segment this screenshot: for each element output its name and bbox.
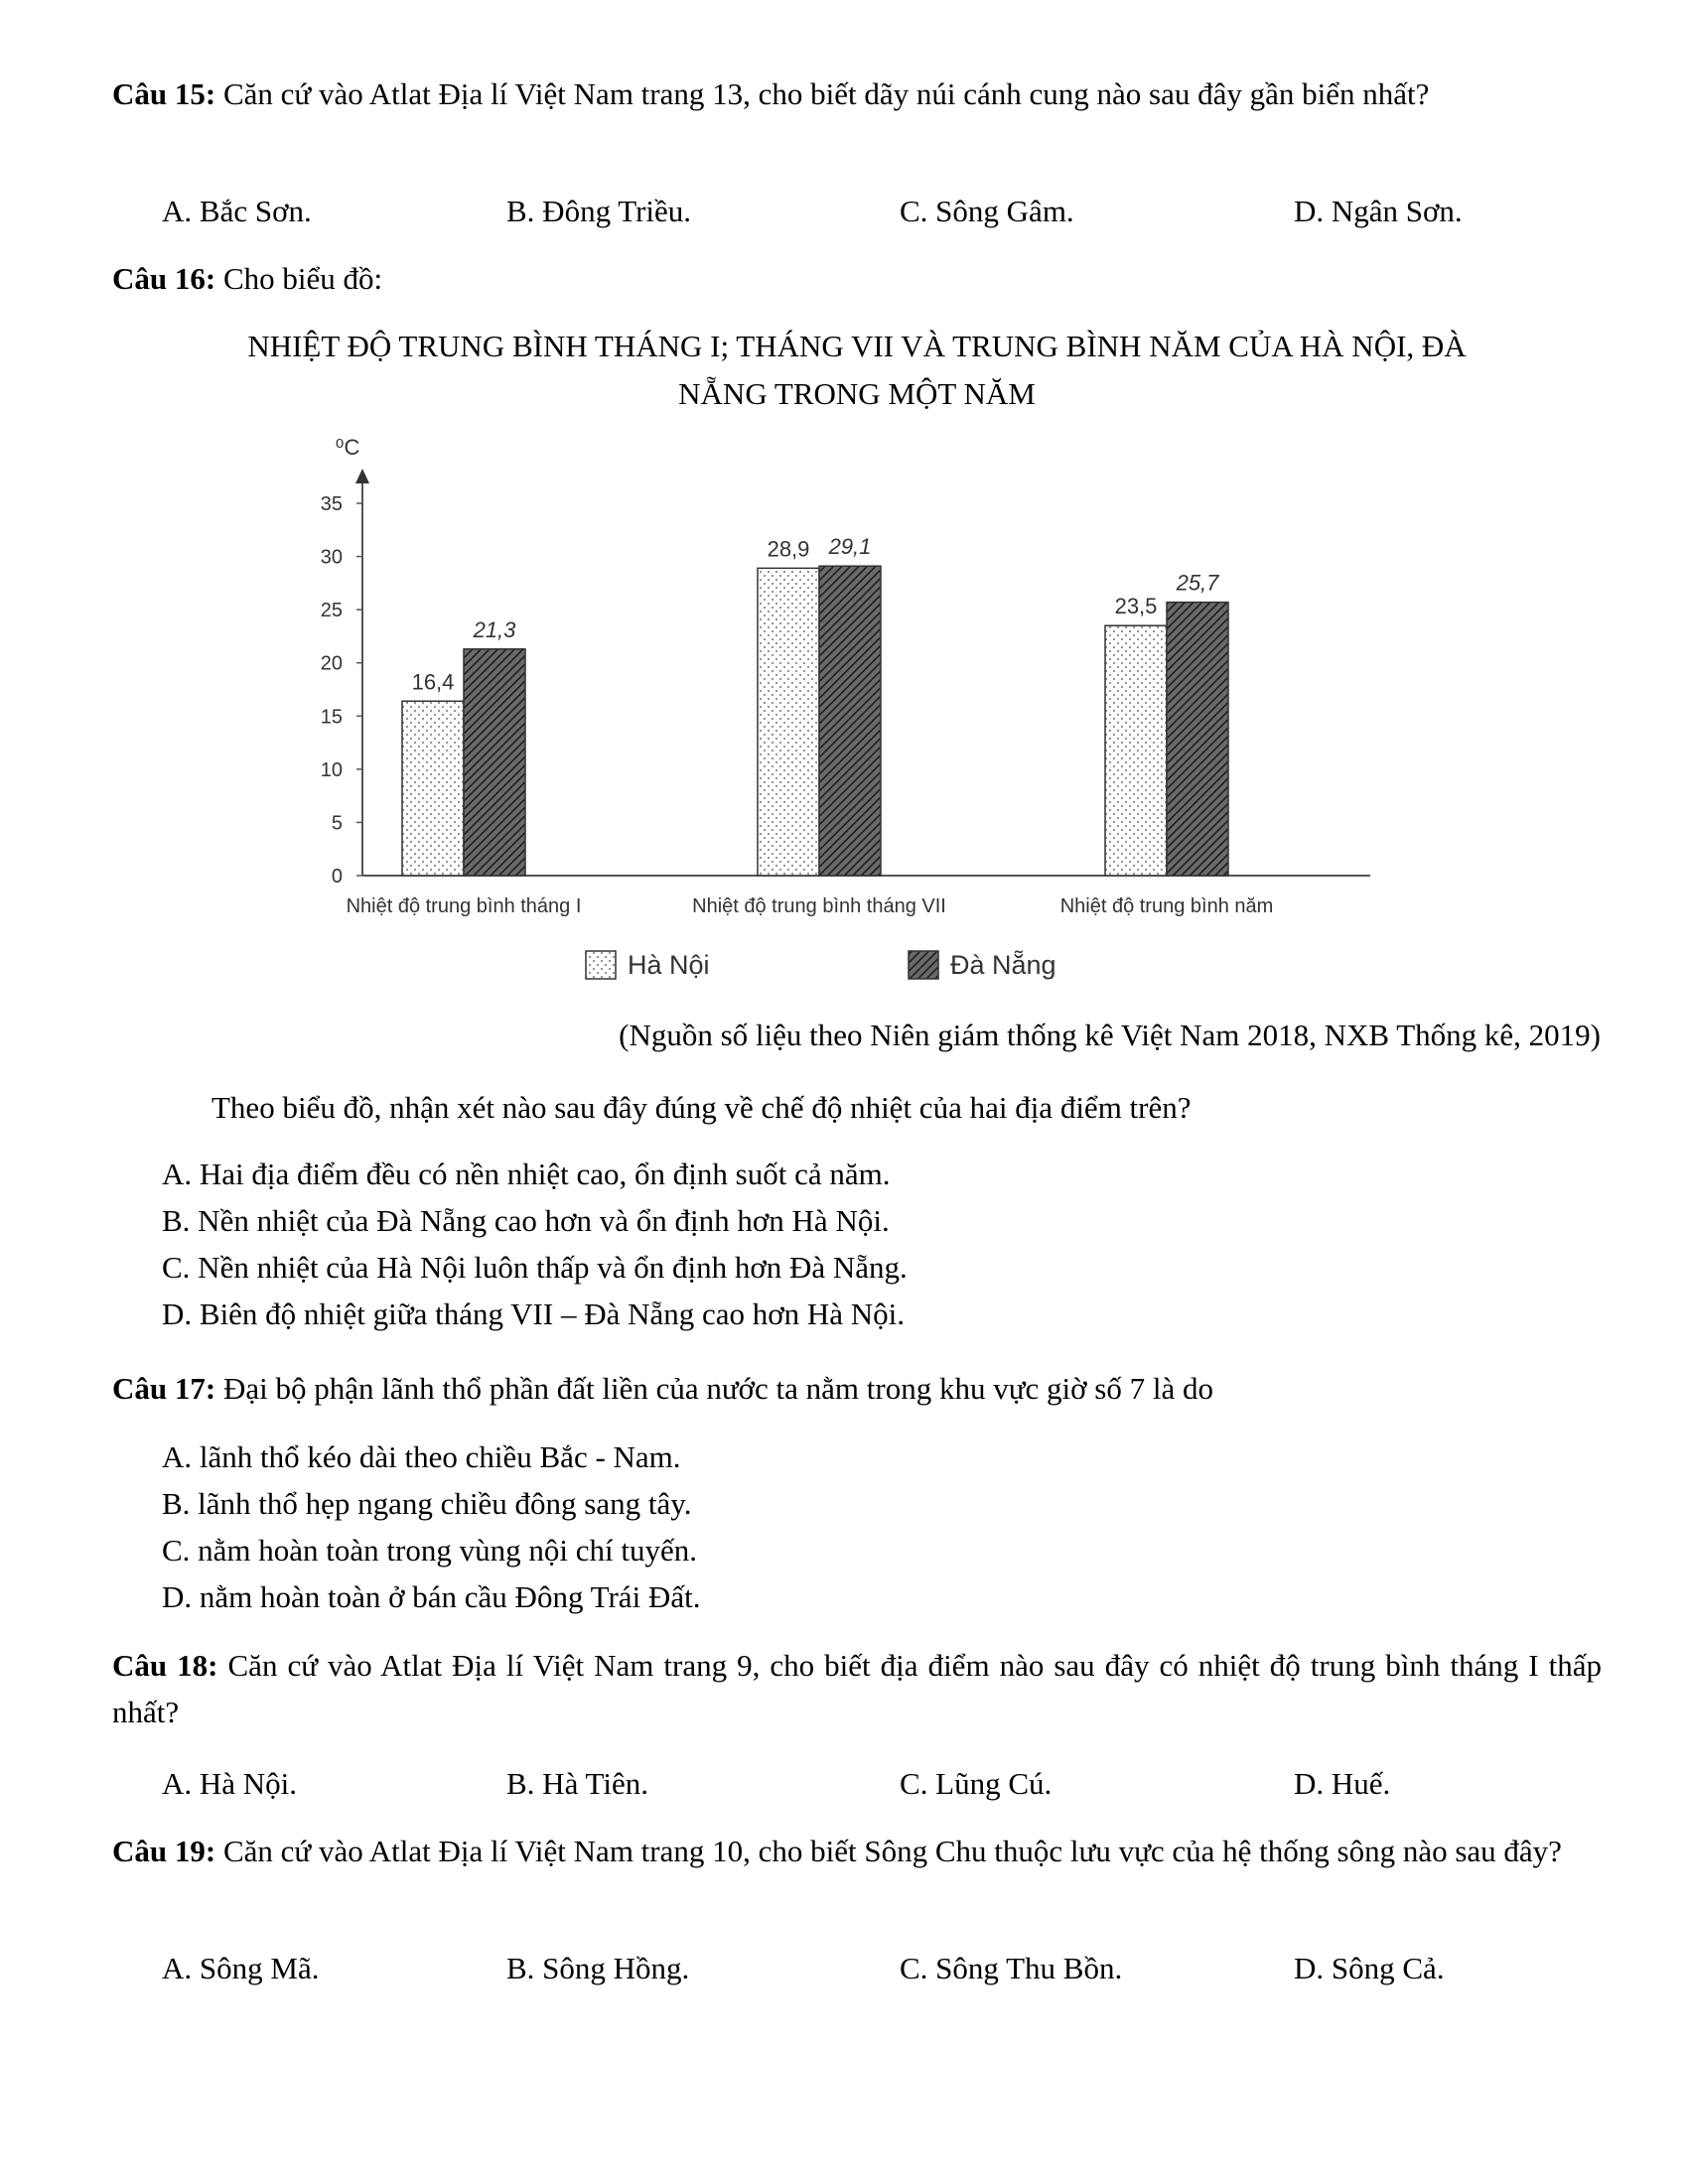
y-tick-label-4: 20 — [320, 652, 343, 675]
q19-option-c: C. Sông Thu Bồn. — [900, 1951, 1123, 1985]
question-15-label: Câu 15: — [112, 76, 216, 111]
question-15-options — [162, 189, 1602, 236]
q17-option-c: C. nằm hoàn toàn trong vùng nội chí tuyến. — [162, 1533, 697, 1568]
chart-legend — [586, 949, 1056, 980]
question-15 — [112, 71, 1602, 118]
q17-option-a: A. lãnh thổ kéo dài theo chiều Bắc - Nam. — [162, 1439, 681, 1474]
bar-ha-noi-0 — [402, 701, 464, 876]
question-17-options — [162, 1434, 1602, 1621]
y-tick-label-1: 5 — [331, 812, 343, 835]
q15-option-b: B. Đông Triều. — [506, 194, 692, 228]
q16-option-a: A. Hai địa điểm đều có nền nhiệt cao, ổn định suốt cả năm. — [162, 1157, 891, 1191]
question-18-options — [162, 1761, 1602, 1809]
q17-option-b: B. lãnh thổ hẹp ngang chiều đông sang tây. — [162, 1486, 692, 1521]
q16-option-d: D. Biên độ nhiệt giữa tháng VII – Đà Nẵng cao hơn Hà Nội. — [162, 1297, 906, 1331]
y-tick-label-3: 15 — [320, 706, 343, 729]
x-category-label-0: Nhiệt độ trung bình tháng I — [346, 895, 582, 917]
q15-option-d: D. Ngân Sơn. — [1294, 194, 1463, 228]
data-label-da-nang-1: 29,1 — [828, 534, 872, 560]
x-category-label-2: Nhiệt độ trung bình năm — [1059, 895, 1274, 917]
data-label-da-nang-2: 25,7 — [1176, 570, 1219, 596]
question-17-label: Câu 17: — [112, 1371, 216, 1406]
chart-bars — [402, 534, 1228, 876]
y-tick-label-7: 35 — [320, 493, 343, 515]
y-tick-label-6: 30 — [320, 546, 343, 569]
question-16-label: Câu 16: — [112, 261, 216, 296]
y-axis-unit-label: ⁰C — [335, 435, 360, 460]
q16-option-b: B. Nền nhiệt của Đà Nẵng cao hơn và ổn định hơn Hà Nội. — [162, 1203, 890, 1238]
question-18 — [112, 1643, 1602, 1735]
question-16 — [112, 256, 1602, 303]
bar-da-nang-2 — [1167, 603, 1228, 876]
legend-label-da-nang: Đà Nẵng — [950, 950, 1056, 980]
question-18-label: Câu 18: — [112, 1648, 218, 1683]
question-19 — [112, 1829, 1602, 1875]
question-17 — [112, 1366, 1602, 1413]
y-tick-label-0: 0 — [331, 866, 343, 887]
question-18-text: Căn cứ vào Atlat Địa lí Việt Nam trang 9, cho biết địa điểm nào sau đây có nhiệt độ trung bình tháng I thấp nhất? — [112, 1648, 1602, 1729]
q19-option-d: D. Sông Cả. — [1294, 1951, 1445, 1985]
q18-option-c: C. Lũng Cú. — [900, 1766, 1053, 1801]
q15-option-a: A. Bắc Sơn. — [162, 194, 312, 228]
y-tick-label-5: 25 — [320, 600, 343, 622]
data-label-ha-noi-2: 23,5 — [1114, 594, 1158, 619]
question-16-options — [162, 1152, 1602, 1338]
temperature-bar-chart — [298, 427, 1410, 998]
legend-swatch-da-nang — [909, 951, 938, 979]
legend-swatch-ha-noi — [586, 951, 616, 979]
chart-source: (Nguồn số liệu theo Niên giám thống kê Việt Nam 2018, NXB Thống kê, 2019) — [619, 1018, 1601, 1052]
q18-option-b: B. Hà Tiên. — [506, 1766, 648, 1801]
question-17-text: Đại bộ phận lãnh thổ phần đất liền của nước ta nằm trong khu vực giờ số 7 là do — [215, 1371, 1213, 1406]
bar-da-nang-0 — [464, 649, 525, 876]
question-16-prompt: Theo biểu đồ, nhận xét nào sau đây đúng về chế độ nhiệt của hai địa điểm trên? — [211, 1090, 1192, 1125]
data-label-ha-noi-1: 28,9 — [767, 536, 810, 562]
q16-option-c: C. Nền nhiệt của Hà Nội luôn thấp và ổn định hơn Đà Nẵng. — [162, 1250, 908, 1285]
q18-option-a: A. Hà Nội. — [162, 1766, 298, 1801]
q19-option-a: A. Sông Mã. — [162, 1951, 320, 1985]
y-tick-label-2: 10 — [320, 758, 343, 781]
x-category-label-1: Nhiệt độ trung bình tháng VII — [692, 895, 946, 917]
legend-label-ha-noi: Hà Nội — [628, 950, 710, 980]
y-axis-arrow — [355, 469, 369, 483]
question-16-text: Cho biểu đồ: — [215, 261, 383, 296]
data-label-da-nang-0: 21,3 — [473, 616, 516, 642]
chart-title-line-2: NẴNG TRONG MỘT NĂM — [678, 376, 1036, 411]
question-19-label: Câu 19: — [112, 1834, 216, 1868]
q15-option-c: C. Sông Gâm. — [900, 194, 1074, 228]
q19-option-b: B. Sông Hồng. — [506, 1951, 690, 1985]
question-15-text: Căn cứ vào Atlat Địa lí Việt Nam trang 13, cho biết dãy núi cánh cung nào sau đây gần biển nhất? — [215, 76, 1430, 111]
chart-title-line-1: NHIỆT ĐỘ TRUNG BÌNH THÁNG I; THÁNG VII VÀ TRUNG BÌNH NĂM CỦA HÀ NỘI, ĐÀ — [247, 329, 1467, 363]
bar-ha-noi-2 — [1105, 625, 1167, 876]
bar-ha-noi-1 — [758, 568, 819, 876]
bar-da-nang-1 — [819, 566, 881, 876]
question-19-options — [162, 1946, 1602, 1993]
q18-option-d: D. Huế. — [1294, 1766, 1391, 1801]
question-19-text: Căn cứ vào Atlat Địa lí Việt Nam trang 10, cho biết Sông Chu thuộc lưu vực của hệ thống sông nào sau đây? — [215, 1834, 1562, 1868]
q17-option-d: D. nằm hoàn toàn ở bán cầu Đông Trái Đất. — [162, 1579, 701, 1614]
data-label-ha-noi-0: 16,4 — [411, 669, 455, 695]
